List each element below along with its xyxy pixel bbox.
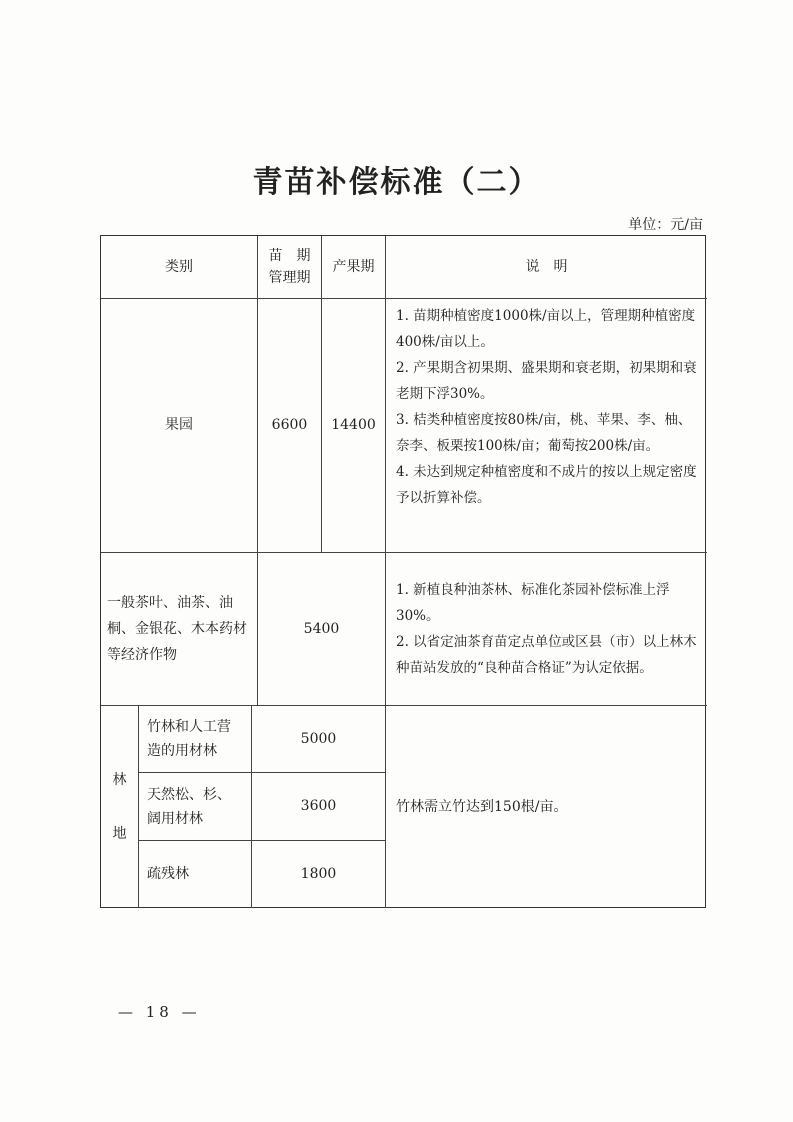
tea-value: 5400 — [258, 553, 386, 706]
forest-row-2-name: 天然松、杉、阔用材林 — [139, 773, 252, 841]
orchard-note-3: 3. 桔类种植密度按80株/亩，桃、苹果、李、柚、奈李、板栗按100株/亩；葡萄按200株/亩。 — [396, 412, 692, 454]
header-seedling — [258, 236, 322, 299]
header-fruiting: 产果期 — [322, 236, 386, 299]
orchard-note-1: 1. 苗期种植密度1000株/亩以上，管理期种植密度400株/亩以上。 — [396, 308, 696, 350]
page-number: — 18 — — [118, 1003, 201, 1021]
tea-notes — [386, 553, 707, 706]
forest-group-char2: 地 — [112, 826, 127, 842]
orchard-name: 果园 — [101, 299, 258, 553]
forest-group-label — [101, 706, 139, 908]
forest-row-1-name: 竹林和人工营造的用材林 — [139, 706, 252, 773]
forest-note: 竹林需立竹达到150根/亩。 — [396, 798, 568, 815]
unit-label: 单位：元/亩 — [628, 217, 703, 233]
page-title: 青苗补偿标准（二） — [252, 165, 541, 200]
header-category: 类别 — [101, 236, 258, 299]
forest-row-1-value: 5000 — [252, 706, 386, 773]
tea-note-1: 1. 新植良种油茶林、标准化茶园补偿标准上浮30%。 — [396, 582, 670, 624]
forest-group-char1: 林 — [112, 771, 127, 788]
header-seedling-line1: 苗 期 — [268, 247, 311, 264]
compensation-table — [100, 235, 706, 908]
orchard-seedling-value: 6600 — [258, 299, 322, 553]
forest-row-3-name: 疏残林 — [139, 841, 252, 908]
header-description: 说 明 — [386, 236, 707, 299]
orchard-note-4: 4. 未达到规定种植密度和不成片的按以上规定密度予以折算补偿。 — [396, 464, 697, 506]
tea-name: 一般茶叶、油茶、油桐、金银花、木本药材等经济作物 — [101, 553, 258, 706]
orchard-notes — [386, 299, 707, 553]
orchard-fruiting-value: 14400 — [322, 299, 386, 553]
orchard-note-2: 2. 产果期含初果期、盛果期和衰老期，初果期和衰老期下浮30%。 — [396, 360, 697, 402]
tea-note-2: 2. 以省定油茶育苗定点单位或区县（市）以上林木种苗站发放的“良种苗合格证”为认定依据。 — [396, 634, 697, 676]
header-seedling-line2: 管理期 — [268, 270, 311, 286]
forest-row-2-value: 3600 — [252, 773, 386, 841]
forest-row-3-value: 1800 — [252, 841, 386, 908]
